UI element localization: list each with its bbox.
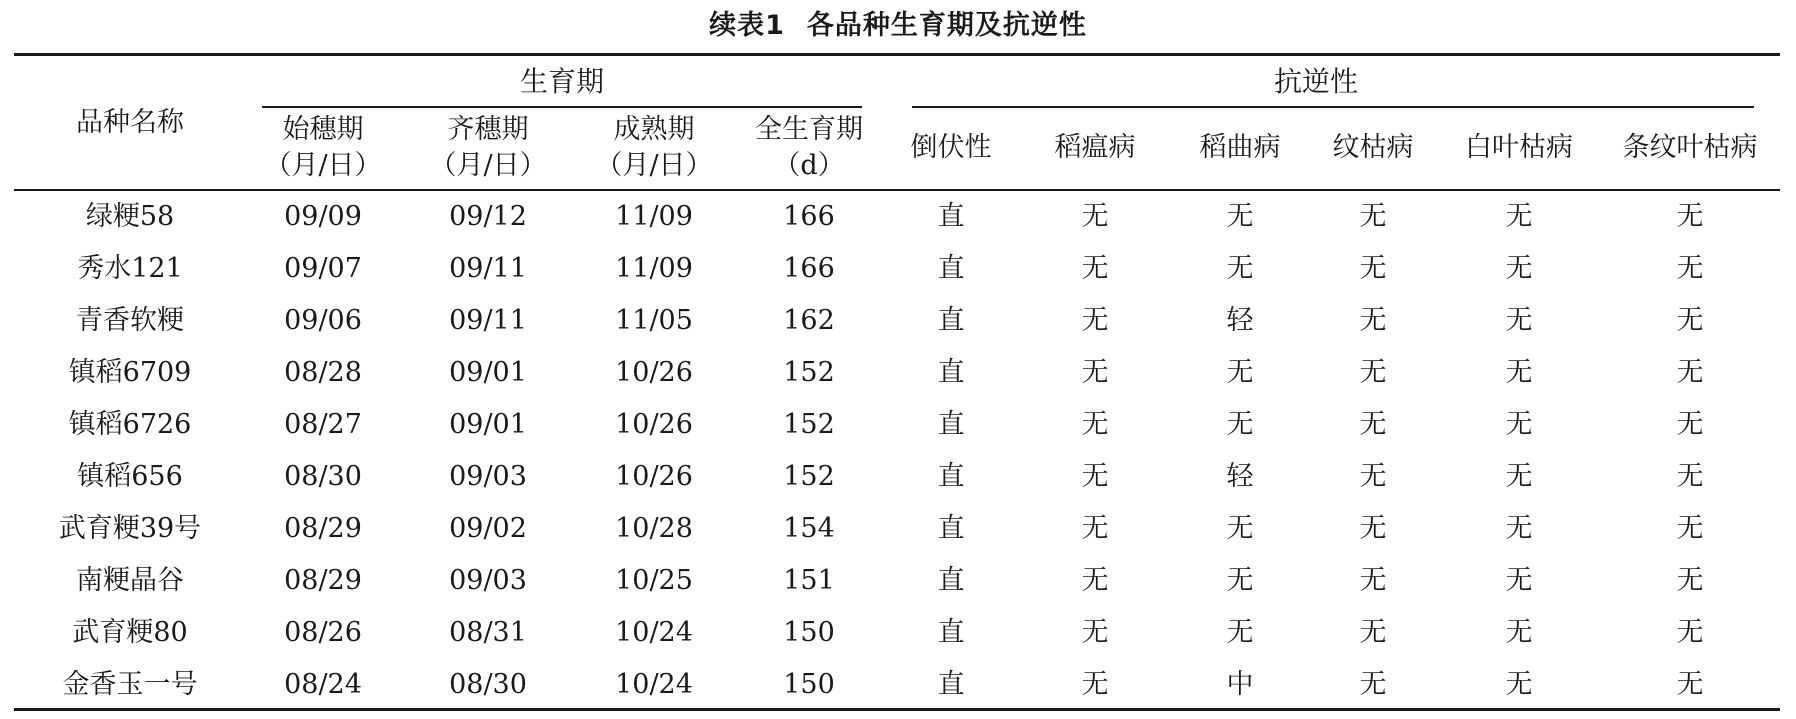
cell-full-heading-date: 09/12 xyxy=(449,201,527,232)
cell-bacterial-leaf-streak: 无 xyxy=(1676,201,1704,232)
cell-maturity-date: 11/05 xyxy=(615,305,693,336)
cell-rice-blast: 无 xyxy=(1081,461,1109,492)
cell-false-smut: 轻 xyxy=(1226,461,1254,492)
cell-maturity-date: 11/09 xyxy=(615,201,693,232)
cell-growth-period: 150 xyxy=(783,669,835,700)
cell-bacterial-blight: 无 xyxy=(1505,461,1533,492)
cell-lodging: 直 xyxy=(937,565,965,596)
header-heading-date xyxy=(264,112,381,184)
header-variety: 品种名称 xyxy=(76,107,184,138)
cell-growth-period: 152 xyxy=(783,461,835,492)
cell-lodging: 直 xyxy=(937,253,965,284)
cell-sheath-blight: 无 xyxy=(1359,617,1387,648)
cell-full-heading-date: 09/03 xyxy=(449,565,527,596)
cell-false-smut: 无 xyxy=(1226,513,1254,544)
cell-bacterial-blight: 无 xyxy=(1505,253,1533,284)
cell-rice-blast: 无 xyxy=(1081,357,1109,388)
cell-heading-date: 08/26 xyxy=(284,617,362,648)
header-growth-period-name: 全生育期 xyxy=(755,114,863,145)
cell-bacterial-blight: 无 xyxy=(1505,669,1533,700)
cell-maturity-date: 10/24 xyxy=(615,669,693,700)
resistance-group-rule xyxy=(912,106,1754,108)
table-row xyxy=(0,243,1796,295)
cell-growth-period: 151 xyxy=(783,565,835,596)
cell-bacterial-blight: 无 xyxy=(1505,357,1533,388)
cell-full-heading-date: 09/03 xyxy=(449,461,527,492)
growth-group-rule xyxy=(262,106,862,108)
cell-false-smut: 轻 xyxy=(1226,305,1254,336)
header-growth-group: 生育期 xyxy=(519,65,605,98)
header-lodging: 倒伏性 xyxy=(910,132,992,163)
table-number: 续表1 xyxy=(709,10,785,41)
cell-bacterial-blight: 无 xyxy=(1505,201,1533,232)
header-resistance-group: 抗逆性 xyxy=(1273,65,1359,98)
cell-maturity-date: 10/25 xyxy=(615,565,693,596)
cell-bacterial-leaf-streak: 无 xyxy=(1676,253,1704,284)
cell-false-smut: 中 xyxy=(1226,669,1254,700)
cell-sheath-blight: 无 xyxy=(1359,357,1387,388)
header-heading-date-unit: （月/日） xyxy=(264,150,382,181)
cell-false-smut: 无 xyxy=(1226,409,1254,440)
cell-maturity-date: 10/24 xyxy=(615,617,693,648)
cell-heading-date: 08/30 xyxy=(284,461,362,492)
cell-lodging: 直 xyxy=(937,201,965,232)
cell-growth-period: 166 xyxy=(783,253,835,284)
cell-growth-period: 154 xyxy=(783,513,835,544)
table-row xyxy=(0,399,1796,451)
cell-heading-date: 08/29 xyxy=(284,565,362,596)
header-heading-date-name: 始穗期 xyxy=(282,114,364,145)
header-maturity-date-unit: （月/日） xyxy=(595,150,713,181)
cell-rice-blast: 无 xyxy=(1081,305,1109,336)
header-full-heading-date xyxy=(429,112,546,184)
cell-full-heading-date: 09/11 xyxy=(449,253,527,284)
cell-heading-date: 09/07 xyxy=(284,253,362,284)
header-bacterial-leaf-streak: 条纹叶枯病 xyxy=(1622,132,1758,163)
cell-rice-blast: 无 xyxy=(1081,201,1109,232)
header-bacterial-blight: 白叶枯病 xyxy=(1465,132,1573,163)
cell-bacterial-blight: 无 xyxy=(1505,617,1533,648)
cell-lodging: 直 xyxy=(937,305,965,336)
cell-bacterial-leaf-streak: 无 xyxy=(1676,305,1704,336)
table-row xyxy=(0,347,1796,399)
cell-lodging: 直 xyxy=(937,617,965,648)
cell-rice-blast: 无 xyxy=(1081,253,1109,284)
top-rule xyxy=(14,53,1780,56)
cell-maturity-date: 10/28 xyxy=(615,513,693,544)
table-row xyxy=(0,451,1796,503)
cell-bacterial-leaf-streak: 无 xyxy=(1676,565,1704,596)
cell-variety: 青香软粳 xyxy=(76,305,184,336)
cell-heading-date: 09/09 xyxy=(284,201,362,232)
table-row xyxy=(0,607,1796,659)
table-row xyxy=(0,191,1796,243)
table-row xyxy=(0,659,1796,711)
header-growth-period xyxy=(755,112,863,184)
cell-heading-date: 08/27 xyxy=(284,409,362,440)
cell-maturity-date: 10/26 xyxy=(615,357,693,388)
cell-lodging: 直 xyxy=(937,513,965,544)
cell-sheath-blight: 无 xyxy=(1359,669,1387,700)
cell-false-smut: 无 xyxy=(1226,617,1254,648)
cell-false-smut: 无 xyxy=(1226,201,1254,232)
header-maturity-date xyxy=(595,112,712,184)
header-growth-period-unit: （d） xyxy=(773,150,845,181)
cell-variety: 南粳晶谷 xyxy=(76,565,184,596)
cell-full-heading-date: 08/30 xyxy=(449,669,527,700)
cell-growth-period: 152 xyxy=(783,357,835,388)
table-row xyxy=(0,555,1796,607)
cell-heading-date: 09/06 xyxy=(284,305,362,336)
cell-variety: 金香玉一号 xyxy=(62,669,198,700)
cell-variety: 镇稻6709 xyxy=(68,357,192,388)
cell-bacterial-blight: 无 xyxy=(1505,305,1533,336)
cell-sheath-blight: 无 xyxy=(1359,253,1387,284)
cell-false-smut: 无 xyxy=(1226,357,1254,388)
cell-false-smut: 无 xyxy=(1226,565,1254,596)
header-full-heading-date-unit: （月/日） xyxy=(429,150,547,181)
cell-full-heading-date: 09/01 xyxy=(449,409,527,440)
cell-variety: 武育粳39号 xyxy=(58,513,202,544)
header-false-smut: 稻曲病 xyxy=(1199,132,1281,163)
cell-lodging: 直 xyxy=(937,409,965,440)
cell-sheath-blight: 无 xyxy=(1359,513,1387,544)
table-caption: 各品种生育期及抗逆性 xyxy=(806,10,1087,41)
cell-rice-blast: 无 xyxy=(1081,513,1109,544)
cell-bacterial-blight: 无 xyxy=(1505,409,1533,440)
header-sheath-blight: 纹枯病 xyxy=(1332,132,1414,163)
cell-heading-date: 08/28 xyxy=(284,357,362,388)
header-full-heading-date-name: 齐穗期 xyxy=(447,114,529,145)
cell-bacterial-leaf-streak: 无 xyxy=(1676,513,1704,544)
cell-lodging: 直 xyxy=(937,669,965,700)
cell-variety: 镇稻6726 xyxy=(68,409,192,440)
cell-bacterial-blight: 无 xyxy=(1505,565,1533,596)
cell-growth-period: 166 xyxy=(783,201,835,232)
cell-false-smut: 无 xyxy=(1226,253,1254,284)
cell-rice-blast: 无 xyxy=(1081,617,1109,648)
cell-full-heading-date: 09/01 xyxy=(449,357,527,388)
cell-maturity-date: 10/26 xyxy=(615,409,693,440)
header-rice-blast: 稻瘟病 xyxy=(1054,132,1136,163)
cell-bacterial-leaf-streak: 无 xyxy=(1676,669,1704,700)
cell-variety: 武育粳80 xyxy=(72,617,188,648)
cell-sheath-blight: 无 xyxy=(1359,409,1387,440)
cell-maturity-date: 11/09 xyxy=(615,253,693,284)
table-row xyxy=(0,503,1796,555)
cell-sheath-blight: 无 xyxy=(1359,201,1387,232)
cell-bacterial-leaf-streak: 无 xyxy=(1676,409,1704,440)
cell-full-heading-date: 09/11 xyxy=(449,305,527,336)
cell-variety: 绿粳58 xyxy=(85,201,175,232)
cell-bacterial-leaf-streak: 无 xyxy=(1676,461,1704,492)
cell-variety: 秀水121 xyxy=(77,253,183,284)
cell-maturity-date: 10/26 xyxy=(615,461,693,492)
cell-full-heading-date: 09/02 xyxy=(449,513,527,544)
cell-lodging: 直 xyxy=(937,357,965,388)
cell-bacterial-leaf-streak: 无 xyxy=(1676,617,1704,648)
cell-heading-date: 08/24 xyxy=(284,669,362,700)
cell-sheath-blight: 无 xyxy=(1359,461,1387,492)
cell-growth-period: 150 xyxy=(783,617,835,648)
table-row xyxy=(0,295,1796,347)
header-maturity-date-name: 成熟期 xyxy=(613,114,695,145)
table-title xyxy=(0,6,1796,46)
cell-sheath-blight: 无 xyxy=(1359,565,1387,596)
cell-rice-blast: 无 xyxy=(1081,409,1109,440)
cell-full-heading-date: 08/31 xyxy=(449,617,527,648)
cell-rice-blast: 无 xyxy=(1081,565,1109,596)
cell-heading-date: 08/29 xyxy=(284,513,362,544)
cell-lodging: 直 xyxy=(937,461,965,492)
cell-sheath-blight: 无 xyxy=(1359,305,1387,336)
cell-growth-period: 162 xyxy=(783,305,835,336)
cell-growth-period: 152 xyxy=(783,409,835,440)
cell-bacterial-leaf-streak: 无 xyxy=(1676,357,1704,388)
cell-rice-blast: 无 xyxy=(1081,669,1109,700)
cell-variety: 镇稻656 xyxy=(77,461,183,492)
cell-bacterial-blight: 无 xyxy=(1505,513,1533,544)
